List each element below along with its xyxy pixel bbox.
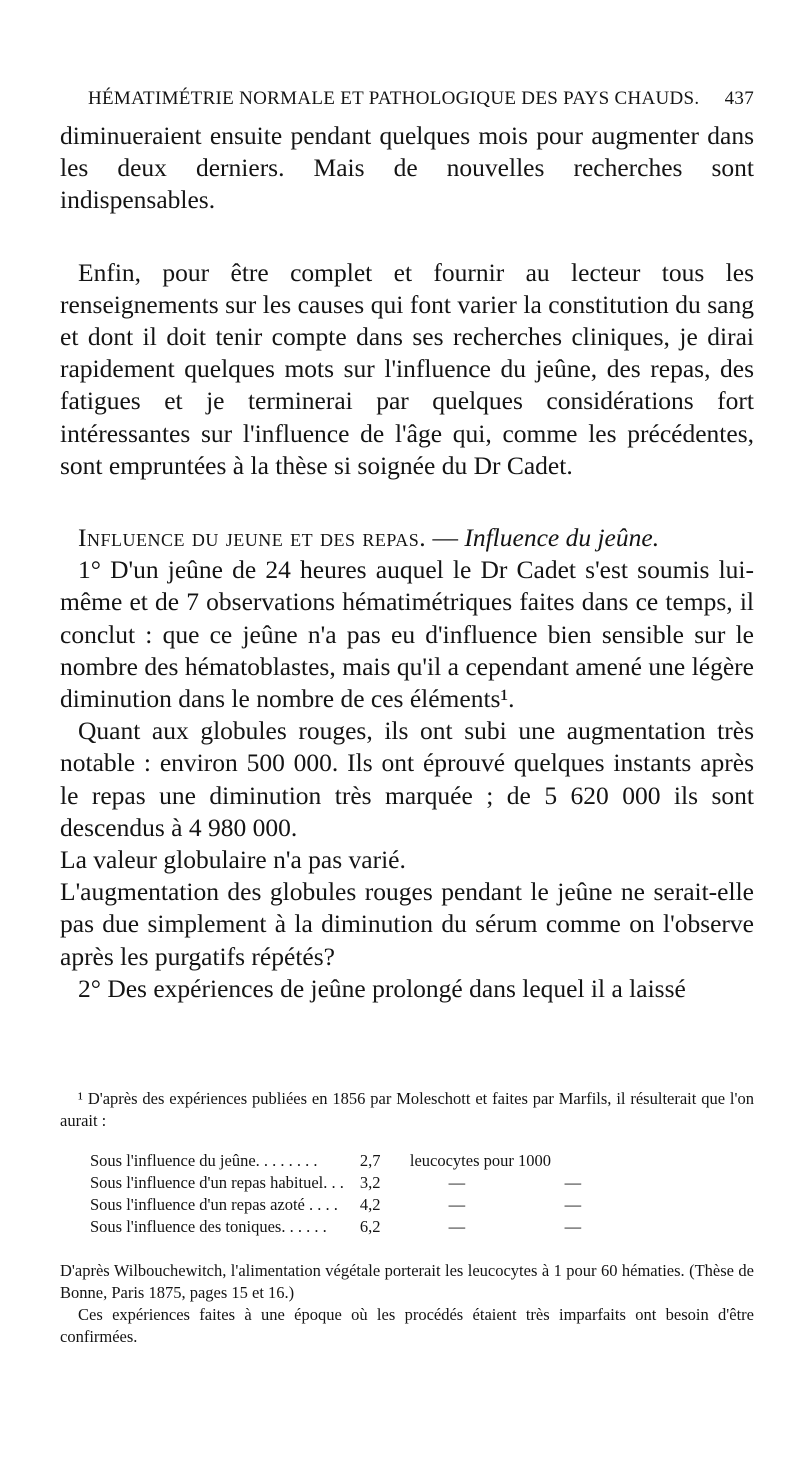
table-row — [90, 1194, 634, 1216]
footnotes — [60, 1088, 754, 1348]
table-row — [90, 1172, 634, 1194]
row-label: Sous l'influence des toniques. . . . . . — [90, 1217, 327, 1236]
running-header — [88, 88, 754, 110]
row-label: Sous l'influence d'un repas azoté . . . . — [90, 1195, 338, 1214]
row-label: Sous l'influence d'un repas habituel. . . — [90, 1173, 344, 1192]
row-unit: leucocytes pour 1000 — [409, 1151, 551, 1170]
ditto-mark: — — [564, 1195, 582, 1214]
row-value: 3,2 — [359, 1173, 381, 1192]
paragraph-enfin: Enfin, pour être complet et fournir au lecteur tous les renseignements sur les causes qui font varier la constitution du sang et dont il doit tenir compte dans ses recherches cliniques, je dirai rapidement quelques mots sur l'influence du jeûne, des repas, des fatigues et je terminerai par quelques considérations fort intéressantes sur l'influence de l'âge qui, comme les précédentes, sont empruntées à la thèse si soignée du Dr Cadet. — [60, 257, 754, 480]
ditto-mark: — — [564, 1217, 582, 1236]
table-row — [90, 1216, 634, 1238]
paragraph-valeur-globulaire: La valeur globulaire n'a pas varié. — [60, 845, 406, 875]
ditto-mark: — — [448, 1195, 466, 1214]
section-subheading: Influence du jeûne. — [464, 523, 660, 553]
leucocyte-table — [90, 1150, 634, 1238]
page-number: 437 — [724, 88, 754, 109]
row-value: 6,2 — [359, 1217, 381, 1236]
main-text — [60, 120, 754, 1005]
running-title: HÉMATIMÉTRIE NORMALE ET PATHOLOGIQUE DES PAYS CHAUDS. — [88, 88, 700, 109]
footnote-wilbouchewitch: D'après Wilbouchewitch, l'alimentation végétale porterait les leucocytes à 1 pour 60 hématies. (Thèse de Bonne, Paris 1875, pages 15 et 16.) — [60, 1261, 754, 1302]
paragraph-globules-rouges: Quant aux globules rouges, ils ont subi une augmentation très notable : environ 500 000. Ils ont éprouvé quelques instants après le repas une diminution très marquée ; de 5 620 000 ils sont descendus à 4 980 000. — [60, 716, 754, 842]
section-dash: — — [426, 523, 465, 553]
row-value: 2,7 — [359, 1151, 381, 1170]
paragraph-jeune-24h: 1° D'un jeûne de 24 heures auquel le Dr Cadet s'est soumis lui-même et de 7 observations hématimétriques faites dans ce temps, il conclut : que ce jeûne n'a pas eu d'influence bien sensible sur le nombre des hématoblastes, mais qu'il a cependant amené une légère diminution dans le nombre de ces éléments¹. — [60, 555, 754, 714]
ditto-mark: — — [448, 1173, 466, 1192]
table-row — [90, 1150, 634, 1172]
section-heading-line — [60, 522, 754, 554]
footnote-caveat: Ces expériences faites à une époque où les procédés étaient très imparfaits ont besoin d'être confirmées. — [60, 1305, 754, 1346]
paragraph-jeune-prolonge: 2° Des expériences de jeûne prolongé dans lequel il a laissé — [78, 973, 686, 1003]
ditto-mark: — — [448, 1217, 466, 1236]
paragraph-continuation: diminueraient ensuite pendant quelques mois pour augmenter dans les deux derniers. Mais de nouvelles recherches sont indispensables. — [60, 121, 754, 215]
paragraph-augmentation: L'augmentation des globules rouges pendant le jeûne ne serait-elle pas due simplement à la diminution du sérum comme on l'observe après les purgatifs répétés? — [60, 877, 754, 971]
ditto-mark: — — [564, 1173, 582, 1192]
section-heading: Influence du jeune et des repas. — [78, 523, 427, 553]
row-label: Sous l'influence du jeûne. . . . . . . . — [90, 1151, 318, 1170]
row-value: 4,2 — [359, 1195, 381, 1214]
footnote-intro: ¹ D'après des expériences publiées en 1856 par Moleschott et faites par Marfils, il résulterait que l'on aurait : — [60, 1089, 754, 1130]
